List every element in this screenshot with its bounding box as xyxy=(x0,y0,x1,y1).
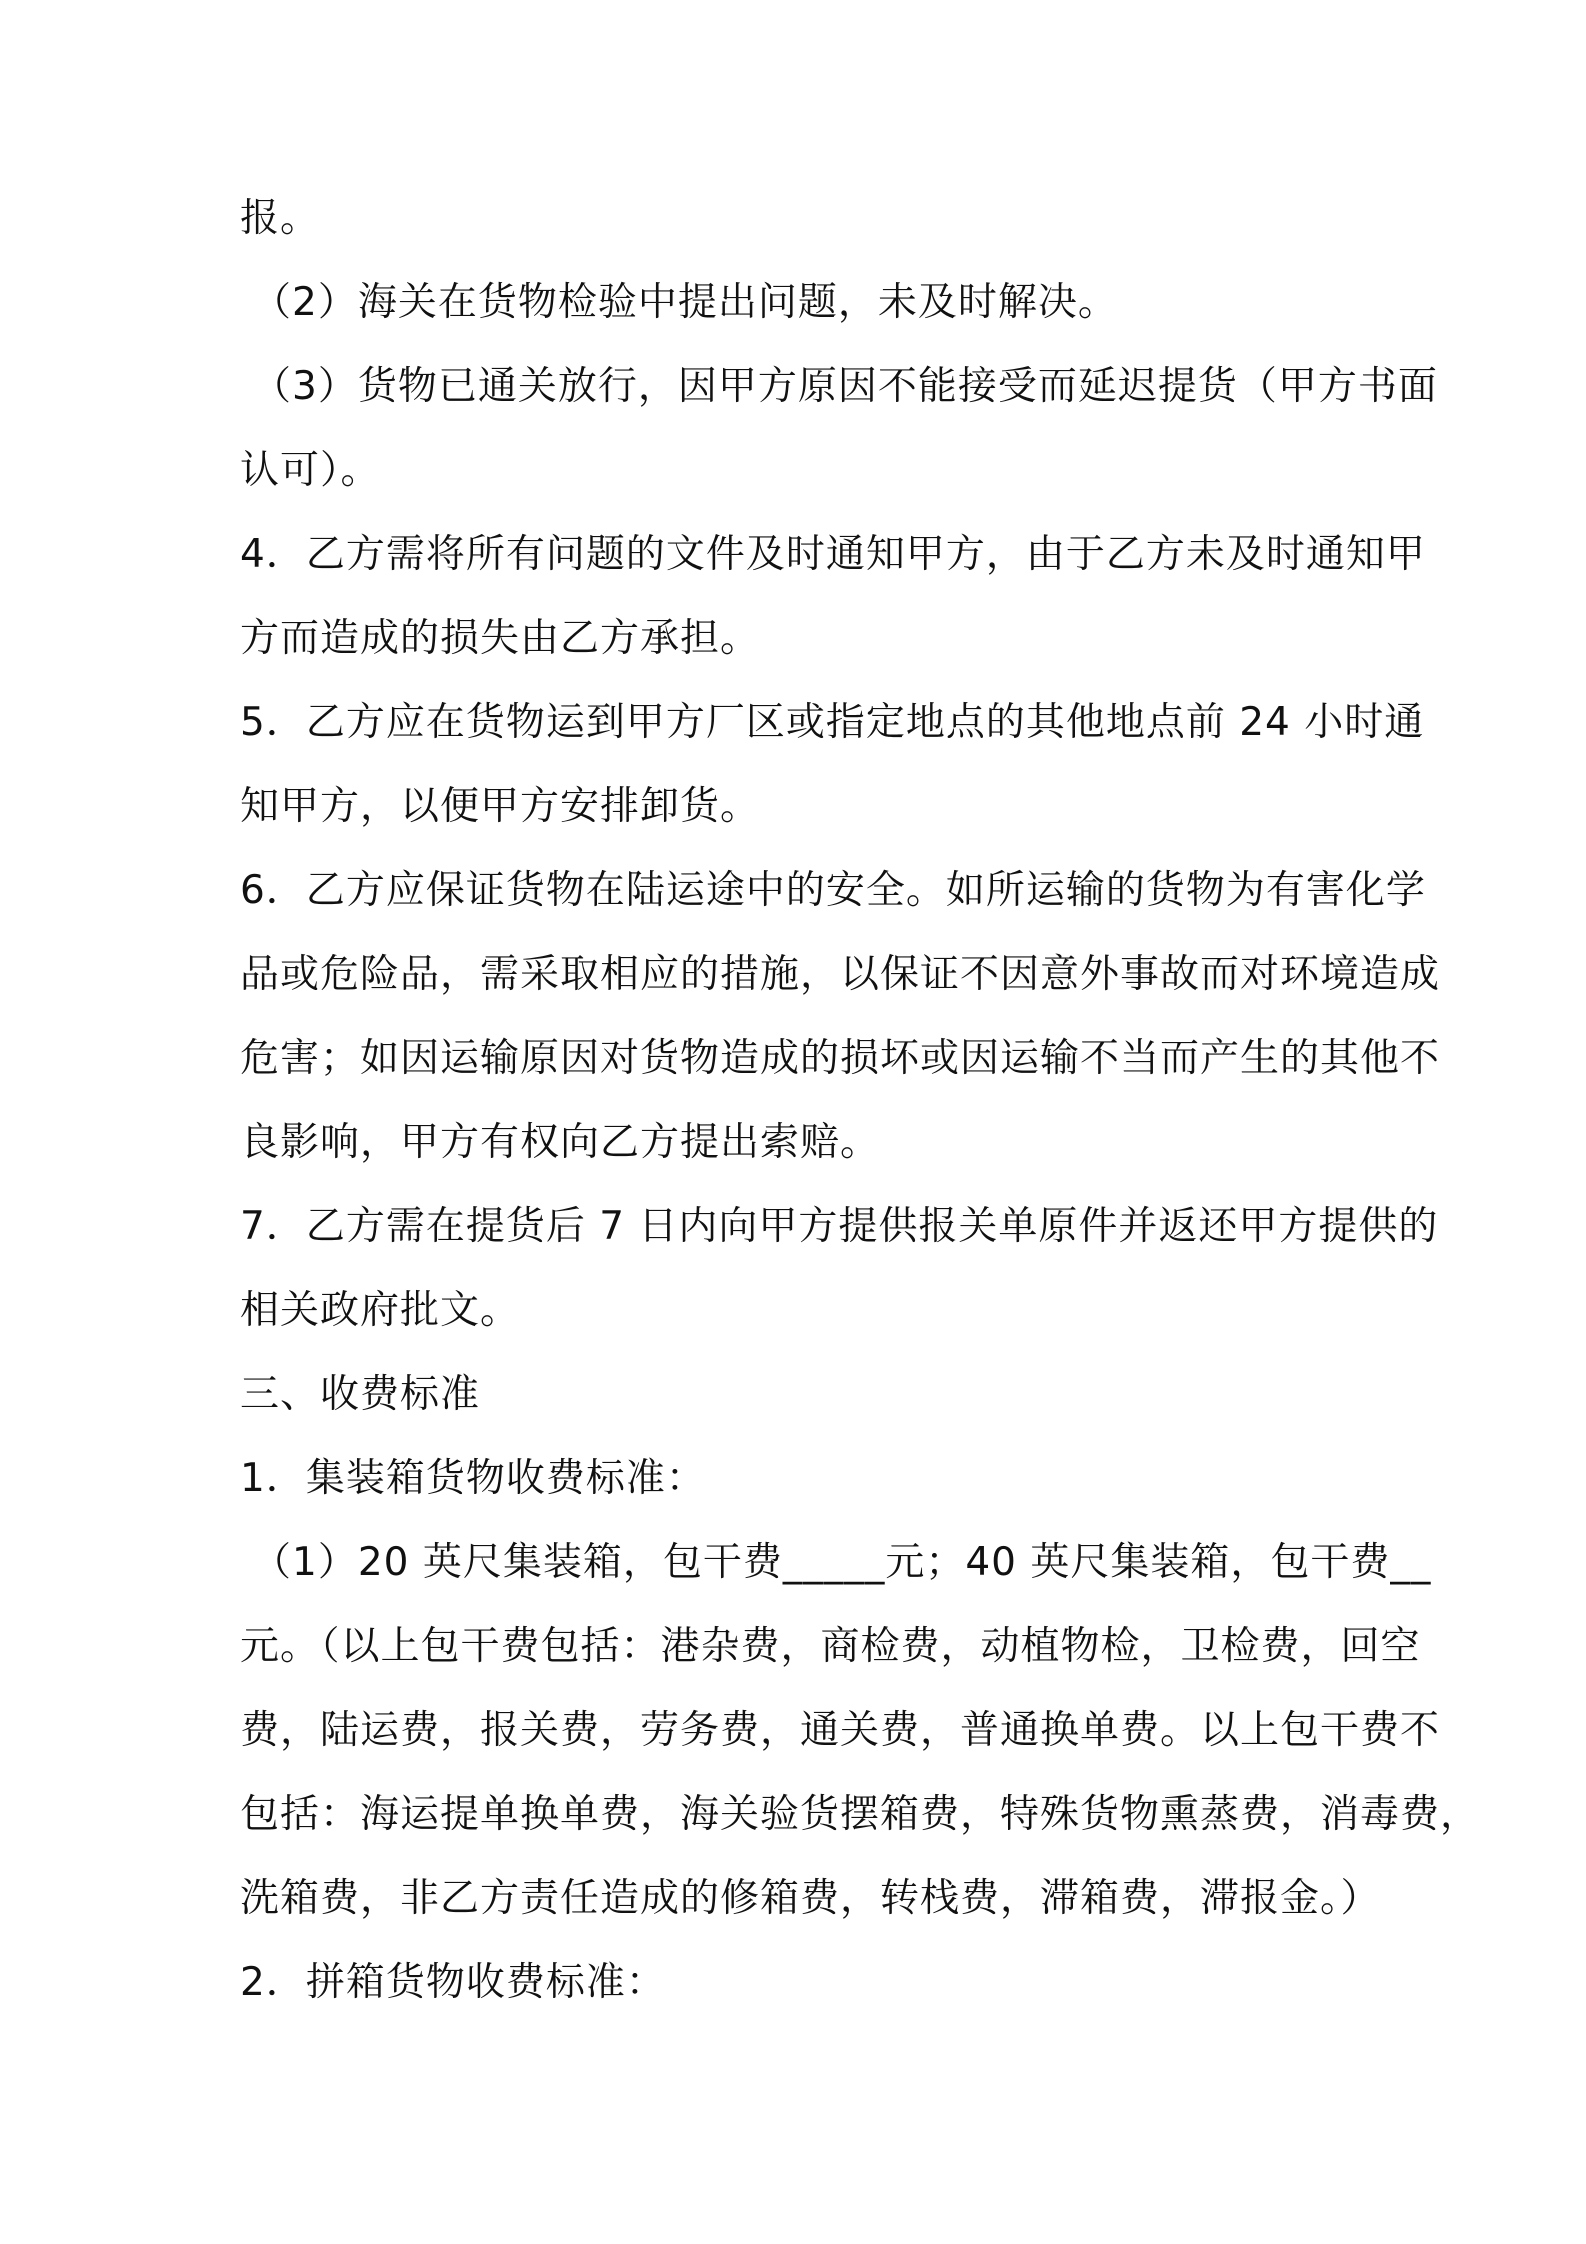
text-line: 知甲方，以便甲方安排卸货。 xyxy=(240,784,761,829)
text-line: 相关政府批文。 xyxy=(240,1288,521,1333)
text-line: （2）海关在货物检验中提出问题，未及时解决。 xyxy=(252,280,1118,325)
text-line: 7．乙方需在提货后 7 日内向甲方提供报关单原件并返还甲方提供的 xyxy=(240,1204,1439,1249)
text-line: 元。（以上包干费包括：港杂费，商检费，动植物检，卫检费，回空 xyxy=(240,1624,1421,1669)
section-heading: 三、收费标准 xyxy=(240,1372,481,1417)
text-line: 费，陆运费，报关费，劳务费，通关费，普通换单费。以上包干费不 xyxy=(240,1708,1441,1753)
text-line: （3）货物已通关放行，因甲方原因不能接受而延迟提货（甲方书面 xyxy=(252,364,1438,409)
text-line: 良影响，甲方有权向乙方提出索赔。 xyxy=(240,1120,881,1165)
text-line: 品或危险品，需采取相应的措施，以保证不因意外事故而对环境造成 xyxy=(240,952,1441,997)
text-line: 包括：海运提单换单费，海关验货摆箱费，特殊货物熏蒸费，消毒费， xyxy=(240,1792,1481,1837)
text-line: 1．集装箱货物收费标准： xyxy=(240,1456,706,1501)
text-line: 5．乙方应在货物运到甲方厂区或指定地点的其他地点前 24 小时通 xyxy=(240,700,1425,745)
text-line: 洗箱费，非乙方责任造成的修箱费，转栈费，滞箱费，滞报金。） xyxy=(240,1876,1381,1921)
text-line: 认可）。 xyxy=(240,448,381,493)
text-line: 方而造成的损失由乙方承担。 xyxy=(240,616,761,661)
text-line: （1）20 英尺集装箱，包干费_____元；40 英尺集装箱，包干费__ xyxy=(252,1540,1432,1585)
text-line: 6．乙方应保证货物在陆运途中的安全。如所运输的货物为有害化学 xyxy=(240,868,1426,913)
text-line: 危害；如因运输原因对货物造成的损坏或因运输不当而产生的其他不 xyxy=(240,1036,1441,1081)
text-line: 报。 xyxy=(240,196,321,241)
text-line: 4．乙方需将所有问题的文件及时通知甲方，由于乙方未及时通知甲 xyxy=(240,532,1426,577)
text-line: 2．拼箱货物收费标准： xyxy=(240,1960,666,2005)
